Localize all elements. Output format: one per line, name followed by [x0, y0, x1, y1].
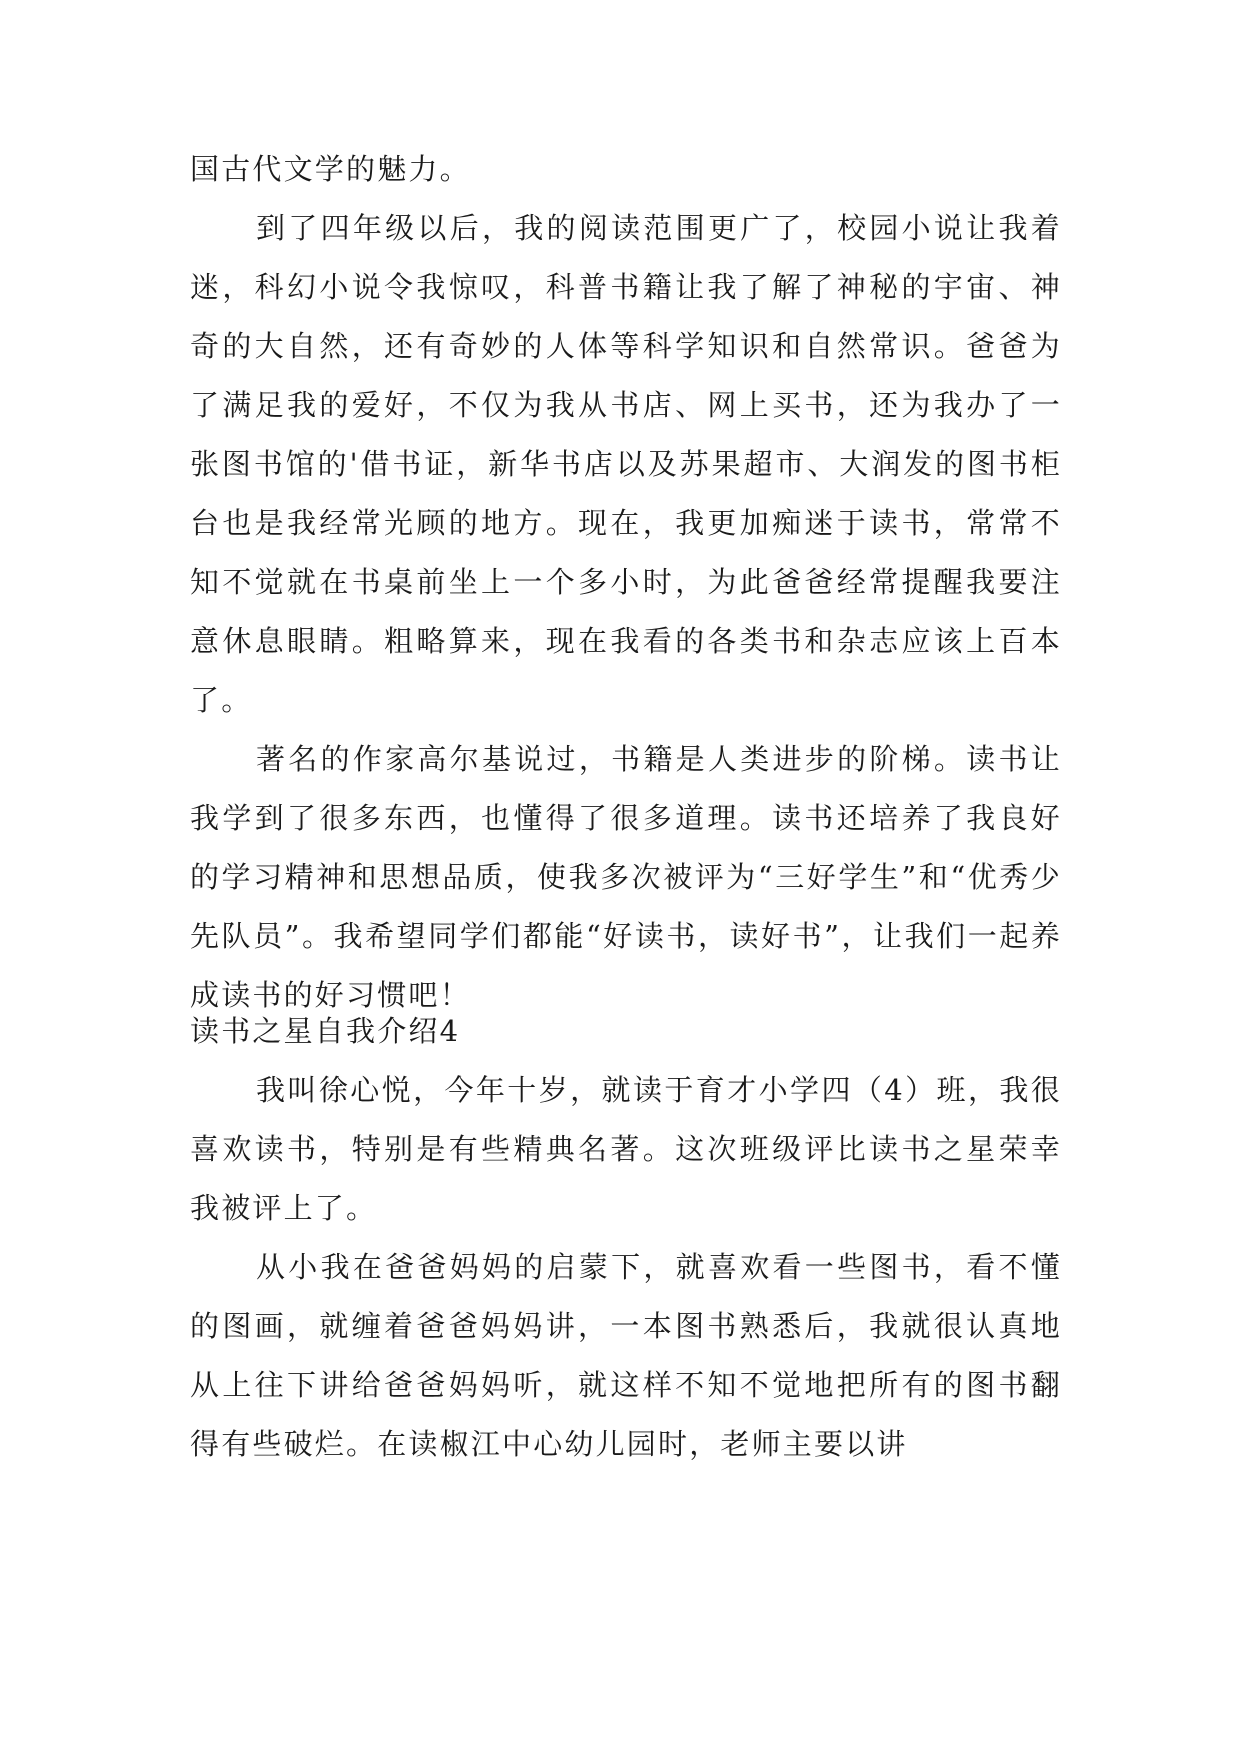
paragraph-gorky-quote: 著名的作家高尔基说过，书籍是人类进步的阶梯。读书让我学到了很多东西，也懂得了很多道理。读书还培养了我良好的学习精神和思想品质，使我多次被评为“三好学生”和“优秀少先队员”。我希望同学们都能“好读书，读好书”，让我们一起养成读书的好习惯吧！ [190, 742, 1062, 1012]
paragraph-childhood-reading: 从小我在爸爸妈妈的启蒙下，就喜欢看一些图书，看不懂的图画，就缠着爸爸妈妈讲，一本图书熟悉后，我就很认真地从上往下讲给爸爸妈妈听，就这样不知不觉地把所有的图书翻得有些破烂。在读椒江中心幼儿园时，老师主要以讲 [190, 1250, 1062, 1461]
paragraph-continuation: 国古代文学的魅力。 [190, 152, 471, 186]
section-1-body [190, 140, 1062, 1025]
paragraph-self-intro: 我叫徐心悦，今年十岁，就读于育才小学四（4）班，我很喜欢读书，特别是有些精典名著。这次班级评比读书之星荣幸我被评上了。 [190, 1073, 1062, 1225]
paragraph-reading-range: 到了四年级以后，我的阅读范围更广了，校园小说让我着迷，科幻小说令我惊叹，科普书籍让我了解了神秘的宇宙、神奇的大自然，还有奇妙的人体等科学知识和自然常识。爸爸为了满足我的爱好，不仅为我从书店、网上买书，还为我办了一张图书馆的'借书证，新华书店以及苏果超市、大润发的图书柜台也是我经常光顾的地方。现在，我更加痴迷于读书，常常不知不觉就在书桌前坐上一个多小时，为此爸爸经常提醒我要注意休息眼睛。粗略算来，现在我看的各类书和杂志应该上百本了。 [190, 211, 1062, 717]
section-2-body [190, 1061, 1062, 1474]
section-2-title: 读书之星自我介绍4 [190, 1014, 461, 1048]
